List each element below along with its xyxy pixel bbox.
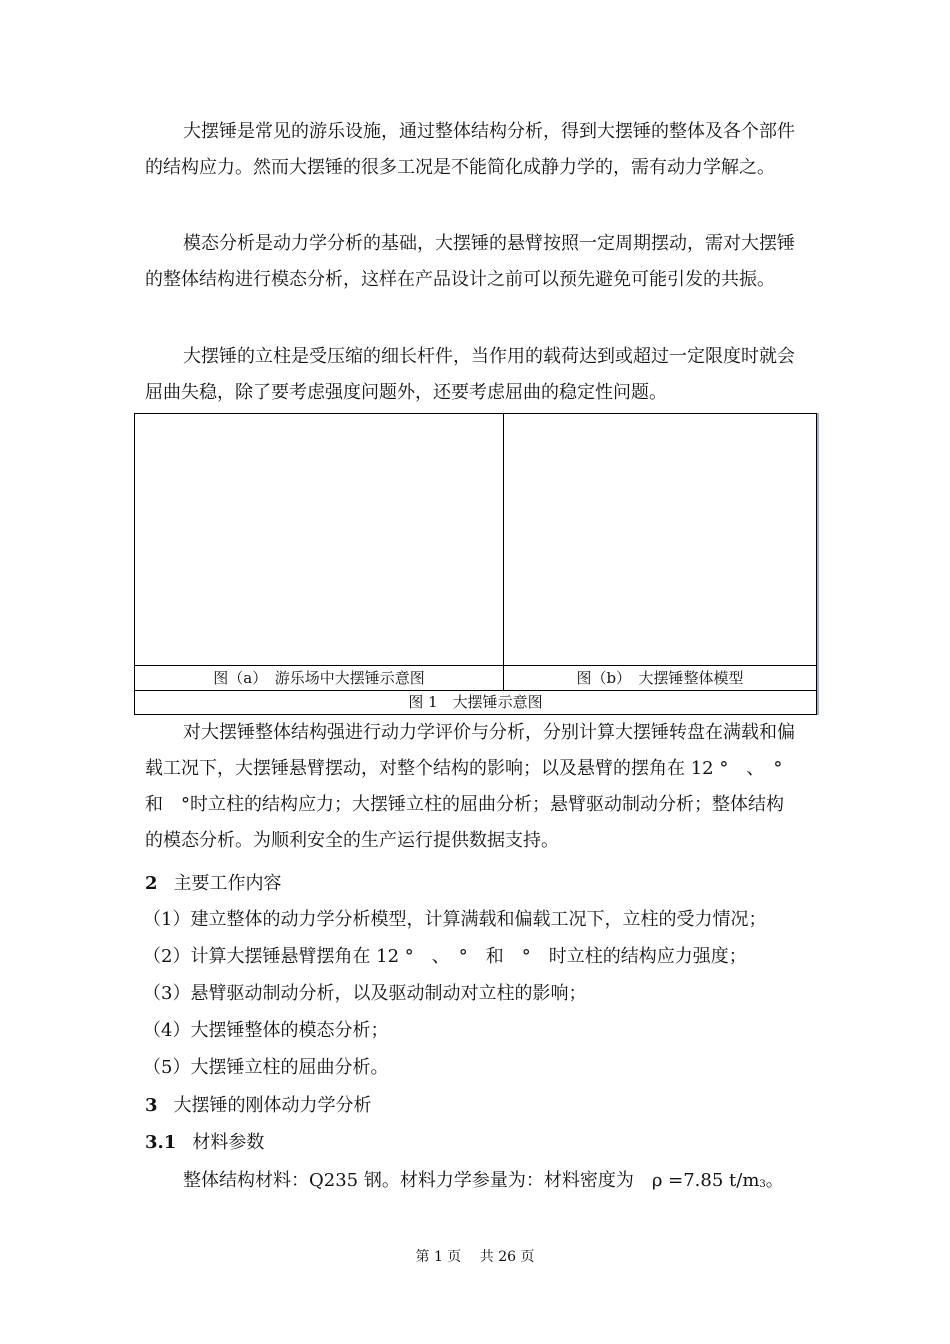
table-edge-shadow [817,413,819,715]
paragraph-intro: 大摆锤是常见的游乐设施，通过整体结构分析，得到大摆锤的整体及各个部件的结构应力。然而大摆锤的很多工况是不能简化成静力学的，需有动力学解之。 [145,121,795,178]
list-item: （4）大摆锤整体的模态分析； [143,1020,389,1041]
list-item: （1）建立整体的动力学分析模型，计算满载和偏载工况下，立柱的受力情况； [143,909,767,930]
figure-caption: 图 1 大摆锤示意图 [135,690,816,714]
section-number: 2 [145,873,158,894]
list-item: （5）大摆锤立柱的屈曲分析。 [143,1057,389,1078]
material-params-line [183,1163,784,1202]
section-number: 3 [145,1095,158,1116]
paragraph-modal: 模态分析是动力学分析的基础，大摆锤的悬臂按照一定周期摆动，需对大摆锤的整体结构进行模态分析，这样在产品设计之前可以预先避免可能引发的共振。 [145,233,795,290]
period: 。 [765,1170,784,1191]
section-number: 3.1 [145,1132,177,1153]
section-title: 主要工作内容 [173,873,282,894]
list-item: （3）悬臂驱动制动分析，以及驱动制动对立柱的影响； [143,983,587,1004]
caption-b: 图（b） 大摆锤整体模型 [576,669,744,687]
section-title: 大摆锤的刚体动力学分析 [173,1095,372,1116]
material-text: 整体结构材料：Q235 钢。材料力学参量为：材料密度为 ρ =7.85 t/m [183,1170,760,1191]
superscript: 3 [759,1179,766,1190]
page-footer: 第 1 页 共 26 页 [415,1249,535,1265]
section-title: 材料参数 [192,1132,265,1153]
paragraph-buckling: 大摆锤的立柱是受压缩的细长杆件，当作用的载荷达到或超过一定限度时就会屈曲失稳，除了要考虑强度问题外，还要考虑屈曲的稳定性问题。 [145,346,795,403]
subcaption-row [135,665,816,690]
figure-a-image-area [135,414,504,665]
figure-table [134,413,817,715]
paragraph-scope: 对大摆锤整体结构强进行动力学评价与分析，分别计算大摆锤转盘在满载和偏载工况下，大摆锤悬臂摆动，对整个结构的影响；以及悬臂的摆角在 12 ° 、 °和 °时立柱的结构应力；大摆锤立柱的屈曲分析；悬臂驱动制动分析；整体结构的模态分析。为顺利安全的生产运行提供数据支持。 [145,722,795,851]
figure-b-image-area [504,414,816,665]
list-item: （2）计算大摆锤悬臂摆角在 12 ° 、 ° 和 ° 时立柱的结构应力强度； [143,946,747,967]
caption-a: 图（a） 游乐场中大摆锤示意图 [135,666,504,690]
section-2-heading [145,866,282,902]
section-3-1-heading [145,1125,264,1161]
section-3-heading [145,1088,372,1124]
